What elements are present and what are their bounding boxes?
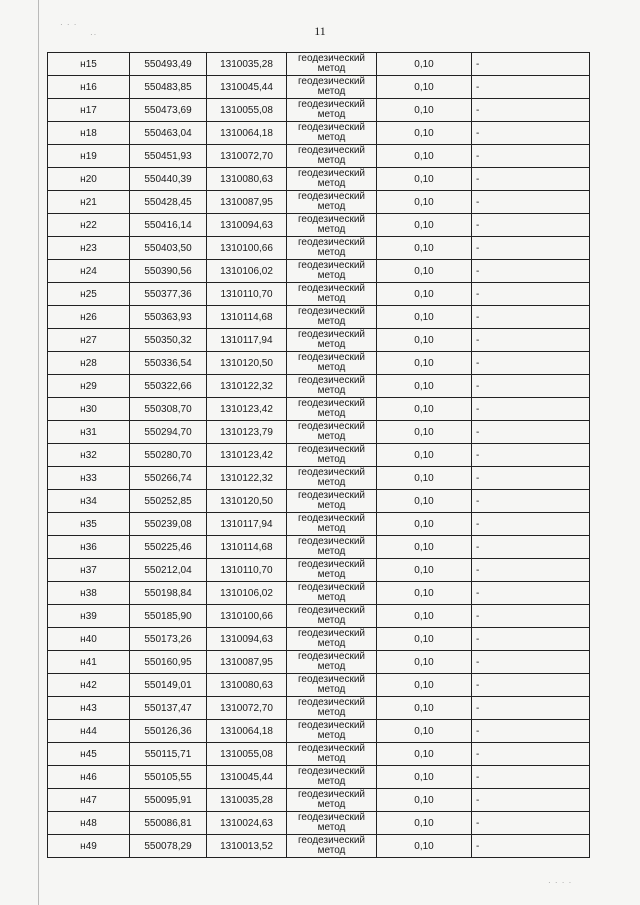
point-cell: н26 xyxy=(48,306,130,329)
table-row xyxy=(48,237,590,260)
y-coordinate-cell: 1310013,52 xyxy=(207,835,287,858)
method-cell: геодезический метод xyxy=(287,720,377,743)
method-cell: геодезический метод xyxy=(287,789,377,812)
table-row xyxy=(48,168,590,191)
point-cell: н19 xyxy=(48,145,130,168)
method-cell: геодезический метод xyxy=(287,651,377,674)
point-cell: н47 xyxy=(48,789,130,812)
accuracy-cell: 0,10 xyxy=(377,53,472,76)
point-cell: н42 xyxy=(48,674,130,697)
y-coordinate-cell: 1310087,95 xyxy=(207,191,287,214)
y-coordinate-cell: 1310117,94 xyxy=(207,329,287,352)
accuracy-cell: 0,10 xyxy=(377,720,472,743)
table-row xyxy=(48,421,590,444)
table-row xyxy=(48,536,590,559)
y-coordinate-cell: 1310106,02 xyxy=(207,582,287,605)
y-coordinate-cell: 1310122,32 xyxy=(207,375,287,398)
y-coordinate-cell: 1310072,70 xyxy=(207,145,287,168)
x-coordinate-cell: 550173,26 xyxy=(130,628,207,651)
point-cell: н48 xyxy=(48,812,130,835)
accuracy-cell: 0,10 xyxy=(377,444,472,467)
accuracy-cell: 0,10 xyxy=(377,674,472,697)
table-row xyxy=(48,260,590,283)
y-coordinate-cell: 1310122,32 xyxy=(207,467,287,490)
table-row xyxy=(48,812,590,835)
x-coordinate-cell: 550105,55 xyxy=(130,766,207,789)
y-coordinate-cell: 1310117,94 xyxy=(207,513,287,536)
point-cell: н39 xyxy=(48,605,130,628)
accuracy-cell: 0,10 xyxy=(377,467,472,490)
method-cell: геодезический метод xyxy=(287,145,377,168)
table-row xyxy=(48,352,590,375)
method-cell: геодезический метод xyxy=(287,352,377,375)
x-coordinate-cell: 550239,08 xyxy=(130,513,207,536)
method-cell: геодезический метод xyxy=(287,582,377,605)
note-cell: - xyxy=(472,766,590,789)
method-cell: геодезический метод xyxy=(287,812,377,835)
table-row xyxy=(48,122,590,145)
y-coordinate-cell: 1310110,70 xyxy=(207,283,287,306)
accuracy-cell: 0,10 xyxy=(377,99,472,122)
point-cell: н38 xyxy=(48,582,130,605)
accuracy-cell: 0,10 xyxy=(377,283,472,306)
method-cell: геодезический метод xyxy=(287,697,377,720)
note-cell: - xyxy=(472,122,590,145)
accuracy-cell: 0,10 xyxy=(377,237,472,260)
note-cell: - xyxy=(472,398,590,421)
table-row xyxy=(48,398,590,421)
table-row xyxy=(48,145,590,168)
x-coordinate-cell: 550095,91 xyxy=(130,789,207,812)
point-cell: н21 xyxy=(48,191,130,214)
page-number: 11 xyxy=(314,24,326,38)
y-coordinate-cell: 1310064,18 xyxy=(207,720,287,743)
table-row xyxy=(48,467,590,490)
table-row xyxy=(48,53,590,76)
table-row xyxy=(48,329,590,352)
method-cell: геодезический метод xyxy=(287,444,377,467)
table-row xyxy=(48,789,590,812)
note-cell: - xyxy=(472,835,590,858)
note-cell: - xyxy=(472,214,590,237)
method-cell: геодезический метод xyxy=(287,329,377,352)
y-coordinate-cell: 1310114,68 xyxy=(207,536,287,559)
method-cell: геодезический метод xyxy=(287,306,377,329)
table-row xyxy=(48,651,590,674)
method-cell: геодезический метод xyxy=(287,168,377,191)
method-cell: геодезический метод xyxy=(287,283,377,306)
x-coordinate-cell: 550403,50 xyxy=(130,237,207,260)
point-cell: н25 xyxy=(48,283,130,306)
point-cell: н20 xyxy=(48,168,130,191)
accuracy-cell: 0,10 xyxy=(377,605,472,628)
point-cell: н41 xyxy=(48,651,130,674)
method-cell: геодезический метод xyxy=(287,76,377,99)
method-cell: геодезический метод xyxy=(287,421,377,444)
note-cell: - xyxy=(472,743,590,766)
accuracy-cell: 0,10 xyxy=(377,835,472,858)
x-coordinate-cell: 550126,36 xyxy=(130,720,207,743)
note-cell: - xyxy=(472,76,590,99)
note-cell: - xyxy=(472,720,590,743)
point-cell: н44 xyxy=(48,720,130,743)
accuracy-cell: 0,10 xyxy=(377,306,472,329)
method-cell: геодезический метод xyxy=(287,99,377,122)
accuracy-cell: 0,10 xyxy=(377,260,472,283)
method-cell: геодезический метод xyxy=(287,605,377,628)
x-coordinate-cell: 550149,01 xyxy=(130,674,207,697)
method-cell: геодезический метод xyxy=(287,53,377,76)
method-cell: геодезический метод xyxy=(287,398,377,421)
method-cell: геодезический метод xyxy=(287,513,377,536)
method-cell: геодезический метод xyxy=(287,191,377,214)
scan-noise: ·· xyxy=(90,30,98,39)
x-coordinate-cell: 550363,93 xyxy=(130,306,207,329)
y-coordinate-cell: 1310035,28 xyxy=(207,53,287,76)
note-cell: - xyxy=(472,191,590,214)
y-coordinate-cell: 1310045,44 xyxy=(207,766,287,789)
y-coordinate-cell: 1310120,50 xyxy=(207,352,287,375)
accuracy-cell: 0,10 xyxy=(377,812,472,835)
accuracy-cell: 0,10 xyxy=(377,789,472,812)
x-coordinate-cell: 550086,81 xyxy=(130,812,207,835)
y-coordinate-cell: 1310055,08 xyxy=(207,743,287,766)
note-cell: - xyxy=(472,651,590,674)
y-coordinate-cell: 1310100,66 xyxy=(207,605,287,628)
table-row xyxy=(48,697,590,720)
point-cell: н36 xyxy=(48,536,130,559)
point-cell: н32 xyxy=(48,444,130,467)
note-cell: - xyxy=(472,168,590,191)
x-coordinate-cell: 550322,66 xyxy=(130,375,207,398)
point-cell: н34 xyxy=(48,490,130,513)
point-cell: н28 xyxy=(48,352,130,375)
x-coordinate-cell: 550463,04 xyxy=(130,122,207,145)
y-coordinate-cell: 1310080,63 xyxy=(207,168,287,191)
point-cell: н45 xyxy=(48,743,130,766)
note-cell: - xyxy=(472,283,590,306)
y-coordinate-cell: 1310055,08 xyxy=(207,99,287,122)
point-cell: н43 xyxy=(48,697,130,720)
y-coordinate-cell: 1310087,95 xyxy=(207,651,287,674)
note-cell: - xyxy=(472,628,590,651)
table-row xyxy=(48,743,590,766)
accuracy-cell: 0,10 xyxy=(377,214,472,237)
note-cell: - xyxy=(472,789,590,812)
method-cell: геодезический метод xyxy=(287,467,377,490)
note-cell: - xyxy=(472,467,590,490)
y-coordinate-cell: 1310100,66 xyxy=(207,237,287,260)
x-coordinate-cell: 550377,36 xyxy=(130,283,207,306)
x-coordinate-cell: 550266,74 xyxy=(130,467,207,490)
point-cell: н37 xyxy=(48,559,130,582)
y-coordinate-cell: 1310094,63 xyxy=(207,214,287,237)
method-cell: геодезический метод xyxy=(287,237,377,260)
scan-noise: · · · xyxy=(60,20,78,29)
method-cell: геодезический метод xyxy=(287,766,377,789)
accuracy-cell: 0,10 xyxy=(377,628,472,651)
note-cell: - xyxy=(472,306,590,329)
x-coordinate-cell: 550294,70 xyxy=(130,421,207,444)
accuracy-cell: 0,10 xyxy=(377,76,472,99)
point-cell: н31 xyxy=(48,421,130,444)
x-coordinate-cell: 550198,84 xyxy=(130,582,207,605)
x-coordinate-cell: 550115,71 xyxy=(130,743,207,766)
method-cell: геодезический метод xyxy=(287,214,377,237)
point-cell: н30 xyxy=(48,398,130,421)
note-cell: - xyxy=(472,53,590,76)
accuracy-cell: 0,10 xyxy=(377,513,472,536)
table-row xyxy=(48,674,590,697)
point-cell: н15 xyxy=(48,53,130,76)
note-cell: - xyxy=(472,697,590,720)
point-cell: н18 xyxy=(48,122,130,145)
table-row xyxy=(48,582,590,605)
y-coordinate-cell: 1310072,70 xyxy=(207,697,287,720)
table-row xyxy=(48,490,590,513)
note-cell: - xyxy=(472,99,590,122)
point-cell: н16 xyxy=(48,76,130,99)
accuracy-cell: 0,10 xyxy=(377,766,472,789)
point-cell: н27 xyxy=(48,329,130,352)
x-coordinate-cell: 550390,56 xyxy=(130,260,207,283)
note-cell: - xyxy=(472,260,590,283)
accuracy-cell: 0,10 xyxy=(377,582,472,605)
table-row xyxy=(48,720,590,743)
table-row xyxy=(48,605,590,628)
y-coordinate-cell: 1310045,44 xyxy=(207,76,287,99)
note-cell: - xyxy=(472,812,590,835)
note-cell: - xyxy=(472,536,590,559)
table-row xyxy=(48,559,590,582)
accuracy-cell: 0,10 xyxy=(377,421,472,444)
x-coordinate-cell: 550440,39 xyxy=(130,168,207,191)
x-coordinate-cell: 550280,70 xyxy=(130,444,207,467)
x-coordinate-cell: 550493,49 xyxy=(130,53,207,76)
y-coordinate-cell: 1310080,63 xyxy=(207,674,287,697)
table-row xyxy=(48,306,590,329)
point-cell: н49 xyxy=(48,835,130,858)
method-cell: геодезический метод xyxy=(287,559,377,582)
x-coordinate-cell: 550185,90 xyxy=(130,605,207,628)
note-cell: - xyxy=(472,674,590,697)
table-row xyxy=(48,375,590,398)
point-cell: н23 xyxy=(48,237,130,260)
y-coordinate-cell: 1310024,63 xyxy=(207,812,287,835)
method-cell: геодезический метод xyxy=(287,375,377,398)
accuracy-cell: 0,10 xyxy=(377,398,472,421)
accuracy-cell: 0,10 xyxy=(377,559,472,582)
note-cell: - xyxy=(472,352,590,375)
note-cell: - xyxy=(472,237,590,260)
y-coordinate-cell: 1310106,02 xyxy=(207,260,287,283)
accuracy-cell: 0,10 xyxy=(377,191,472,214)
y-coordinate-cell: 1310123,79 xyxy=(207,421,287,444)
note-cell: - xyxy=(472,490,590,513)
table-row xyxy=(48,99,590,122)
note-cell: - xyxy=(472,375,590,398)
note-cell: - xyxy=(472,582,590,605)
table-row xyxy=(48,766,590,789)
x-coordinate-cell: 550350,32 xyxy=(130,329,207,352)
table-row xyxy=(48,628,590,651)
scan-left-edge xyxy=(38,0,39,905)
method-cell: геодезический метод xyxy=(287,122,377,145)
point-cell: н24 xyxy=(48,260,130,283)
x-coordinate-cell: 550078,29 xyxy=(130,835,207,858)
point-cell: н22 xyxy=(48,214,130,237)
accuracy-cell: 0,10 xyxy=(377,352,472,375)
method-cell: геодезический метод xyxy=(287,835,377,858)
x-coordinate-cell: 550483,85 xyxy=(130,76,207,99)
point-cell: н46 xyxy=(48,766,130,789)
method-cell: геодезический метод xyxy=(287,674,377,697)
table-row xyxy=(48,444,590,467)
x-coordinate-cell: 550416,14 xyxy=(130,214,207,237)
x-coordinate-cell: 550160,95 xyxy=(130,651,207,674)
x-coordinate-cell: 550252,85 xyxy=(130,490,207,513)
accuracy-cell: 0,10 xyxy=(377,490,472,513)
method-cell: геодезический метод xyxy=(287,260,377,283)
table-row xyxy=(48,214,590,237)
x-coordinate-cell: 550137,47 xyxy=(130,697,207,720)
note-cell: - xyxy=(472,421,590,444)
coordinates-table-body xyxy=(48,53,590,858)
table-row xyxy=(48,191,590,214)
method-cell: геодезический метод xyxy=(287,536,377,559)
x-coordinate-cell: 550428,45 xyxy=(130,191,207,214)
point-cell: н17 xyxy=(48,99,130,122)
y-coordinate-cell: 1310123,42 xyxy=(207,444,287,467)
note-cell: - xyxy=(472,513,590,536)
accuracy-cell: 0,10 xyxy=(377,329,472,352)
note-cell: - xyxy=(472,444,590,467)
table-row xyxy=(48,76,590,99)
accuracy-cell: 0,10 xyxy=(377,743,472,766)
accuracy-cell: 0,10 xyxy=(377,375,472,398)
scan-noise: · · · · xyxy=(548,878,573,887)
y-coordinate-cell: 1310094,63 xyxy=(207,628,287,651)
y-coordinate-cell: 1310035,28 xyxy=(207,789,287,812)
accuracy-cell: 0,10 xyxy=(377,651,472,674)
y-coordinate-cell: 1310123,42 xyxy=(207,398,287,421)
x-coordinate-cell: 550212,04 xyxy=(130,559,207,582)
accuracy-cell: 0,10 xyxy=(377,145,472,168)
note-cell: - xyxy=(472,559,590,582)
note-cell: - xyxy=(472,145,590,168)
table-row xyxy=(48,283,590,306)
note-cell: - xyxy=(472,329,590,352)
accuracy-cell: 0,10 xyxy=(377,122,472,145)
point-cell: н35 xyxy=(48,513,130,536)
point-cell: н29 xyxy=(48,375,130,398)
y-coordinate-cell: 1310114,68 xyxy=(207,306,287,329)
x-coordinate-cell: 550336,54 xyxy=(130,352,207,375)
method-cell: геодезический метод xyxy=(287,490,377,513)
x-coordinate-cell: 550225,46 xyxy=(130,536,207,559)
accuracy-cell: 0,10 xyxy=(377,697,472,720)
x-coordinate-cell: 550451,93 xyxy=(130,145,207,168)
accuracy-cell: 0,10 xyxy=(377,536,472,559)
coordinates-table xyxy=(47,52,590,858)
x-coordinate-cell: 550308,70 xyxy=(130,398,207,421)
x-coordinate-cell: 550473,69 xyxy=(130,99,207,122)
y-coordinate-cell: 1310064,18 xyxy=(207,122,287,145)
method-cell: геодезический метод xyxy=(287,628,377,651)
table-row xyxy=(48,513,590,536)
point-cell: н40 xyxy=(48,628,130,651)
y-coordinate-cell: 1310120,50 xyxy=(207,490,287,513)
table-row xyxy=(48,835,590,858)
y-coordinate-cell: 1310110,70 xyxy=(207,559,287,582)
point-cell: н33 xyxy=(48,467,130,490)
method-cell: геодезический метод xyxy=(287,743,377,766)
note-cell: - xyxy=(472,605,590,628)
accuracy-cell: 0,10 xyxy=(377,168,472,191)
